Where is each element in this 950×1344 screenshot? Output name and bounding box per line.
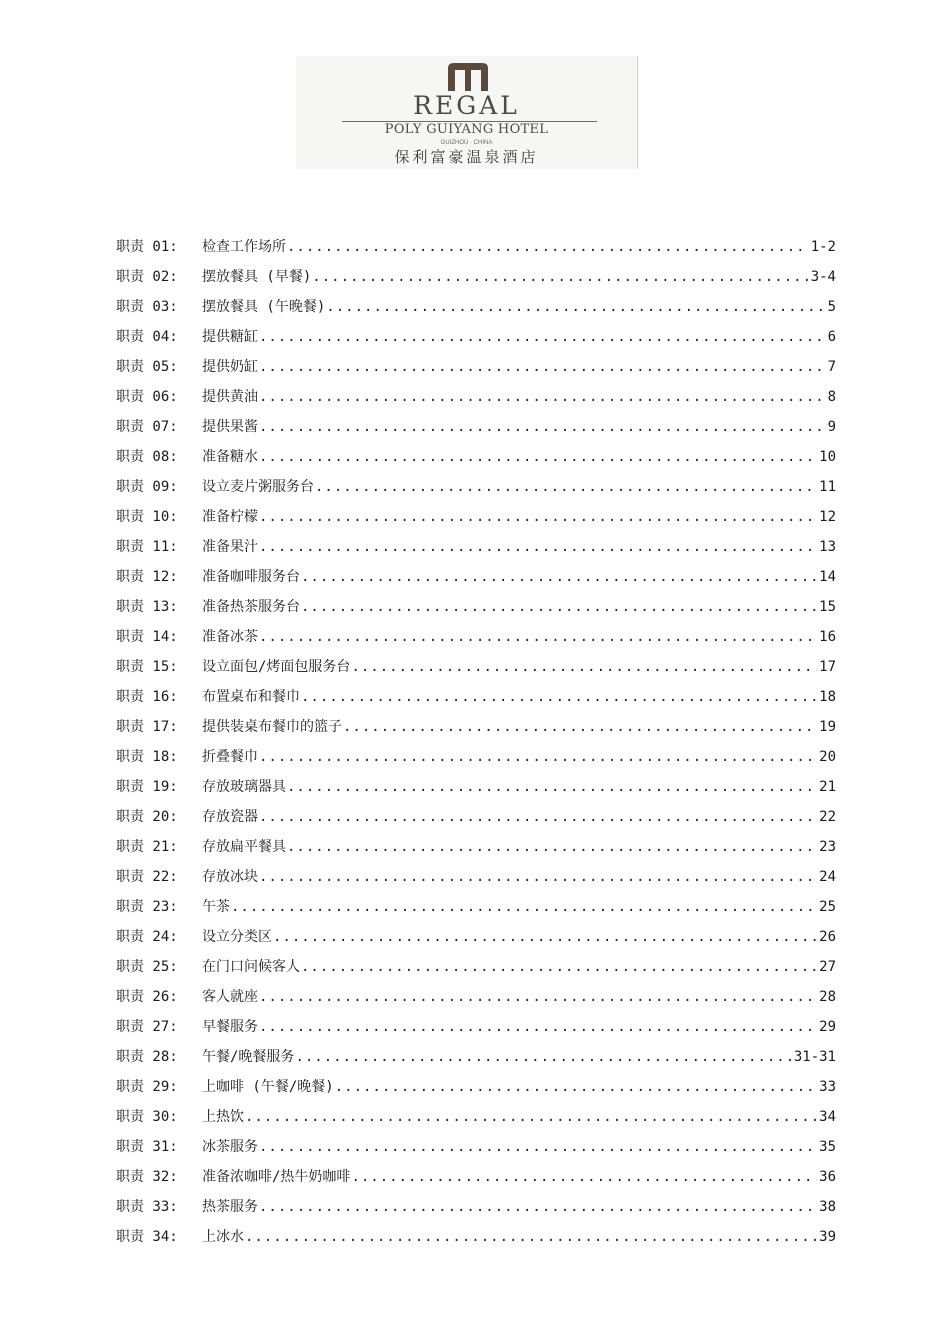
toc-entry[interactable] <box>116 926 836 956</box>
toc-entry-title: 提供糖缸 <box>202 329 258 345</box>
toc-entry-label: 职责 13: <box>116 599 178 615</box>
toc-entry[interactable] <box>116 416 836 446</box>
toc-entry[interactable] <box>116 1046 836 1076</box>
toc-dot-leader <box>259 806 817 828</box>
toc-entry-title: 准备热茶服务台 <box>202 599 300 615</box>
toc-entry[interactable] <box>116 536 836 566</box>
logo-chinese-name: 保利富豪温泉酒店 <box>394 148 539 166</box>
toc-entry[interactable] <box>116 1196 836 1226</box>
toc-dot-leader <box>259 356 826 378</box>
toc-entry-page: 20 <box>819 749 836 765</box>
toc-dot-leader <box>335 1076 817 1098</box>
toc-entry-title: 准备柠檬 <box>202 509 258 525</box>
toc-entry-title: 上咖啡 (午餐/晚餐) <box>202 1079 334 1095</box>
toc-entry-page: 33 <box>819 1079 836 1095</box>
toc-entry-page: 29 <box>819 1019 836 1035</box>
toc-entry-title: 午茶 <box>202 899 230 915</box>
toc-dot-leader <box>259 446 817 468</box>
logo-hotel-name: POLY GUIYANG HOTEL <box>384 122 549 137</box>
toc-entry-title: 准备糖水 <box>202 449 258 465</box>
toc-entry-page: 14 <box>819 569 836 585</box>
toc-entry[interactable] <box>116 596 836 626</box>
toc-dot-leader <box>326 296 825 318</box>
toc-dot-leader <box>301 686 817 708</box>
toc-dot-leader <box>301 566 817 588</box>
toc-entry-page: 22 <box>819 809 836 825</box>
toc-entry[interactable] <box>116 446 836 476</box>
toc-entry-page: 24 <box>819 869 836 885</box>
toc-entry-page: 21 <box>819 779 836 795</box>
toc-entry-label: 职责 33: <box>116 1199 178 1215</box>
toc-entry-label: 职责 09: <box>116 479 178 495</box>
toc-entry-title: 折叠餐巾 <box>202 749 258 765</box>
toc-entry-title: 存放扁平餐具 <box>202 839 286 855</box>
toc-dot-leader <box>245 1226 817 1248</box>
toc-entry-label: 职责 06: <box>116 389 178 405</box>
toc-entry[interactable] <box>116 386 836 416</box>
toc-entry-title: 摆放餐具 (午晚餐) <box>202 299 326 315</box>
toc-dot-leader <box>287 836 817 858</box>
toc-entry-title: 热茶服务 <box>202 1199 258 1215</box>
toc-entry[interactable] <box>116 566 836 596</box>
toc-entry-title: 准备果汁 <box>202 539 258 555</box>
toc-entry-label: 职责 15: <box>116 659 178 675</box>
toc-entry[interactable] <box>116 836 836 866</box>
toc-entry-page: 23 <box>819 839 836 855</box>
toc-dot-leader <box>259 416 826 438</box>
toc-entry-title: 提供黄油 <box>202 389 258 405</box>
toc-entry[interactable] <box>116 1106 836 1136</box>
toc-entry-title: 准备冰茶 <box>202 629 258 645</box>
toc-entry-page: 38 <box>819 1199 836 1215</box>
toc-entry[interactable] <box>116 1166 836 1196</box>
toc-entry-label: 职责 04: <box>116 329 178 345</box>
toc-entry-title: 冰茶服务 <box>202 1139 258 1155</box>
toc-dot-leader <box>259 506 817 528</box>
toc-dot-leader <box>259 1016 817 1038</box>
toc-entry[interactable] <box>116 746 836 776</box>
toc-entry-title: 上热饮 <box>202 1109 244 1125</box>
toc-dot-leader <box>259 866 817 888</box>
hotel-logo <box>296 56 638 169</box>
toc-dot-leader <box>231 896 817 918</box>
toc-entry-label: 职责 16: <box>116 689 178 705</box>
toc-dot-leader <box>301 956 817 978</box>
toc-entry-title: 设立麦片粥服务台 <box>202 479 314 495</box>
toc-entry[interactable] <box>116 356 836 386</box>
toc-entry-page: 17 <box>819 659 836 675</box>
toc-entry-page: 31-31 <box>793 1049 836 1065</box>
toc-entry-page: 39 <box>819 1229 836 1245</box>
toc-entry[interactable] <box>116 1226 836 1256</box>
toc-entry-label: 职责 14: <box>116 629 178 645</box>
toc-entry[interactable] <box>116 956 836 986</box>
toc-entry-page: 10 <box>819 449 836 465</box>
toc-entry-page: 7 <box>827 359 836 375</box>
toc-entry-page: 16 <box>819 629 836 645</box>
toc-entry-label: 职责 07: <box>116 419 178 435</box>
toc-entry[interactable] <box>116 506 836 536</box>
toc-entry-title: 早餐服务 <box>202 1019 258 1035</box>
toc-entry-page: 11 <box>819 479 836 495</box>
toc-entry-title: 准备浓咖啡/热牛奶咖啡 <box>202 1169 351 1185</box>
toc-entry-page: 1-2 <box>810 239 836 255</box>
toc-entry[interactable] <box>116 776 836 806</box>
toc-entry-page: 5 <box>827 299 836 315</box>
toc-entry-page: 27 <box>819 959 836 975</box>
toc-entry-label: 职责 23: <box>116 899 178 915</box>
toc-entry-page: 28 <box>819 989 836 1005</box>
toc-entry-title: 检查工作场所 <box>202 239 286 255</box>
toc-entry[interactable] <box>116 896 836 926</box>
toc-entry-page: 8 <box>827 389 836 405</box>
toc-entry-label: 职责 18: <box>116 749 178 765</box>
toc-dot-leader <box>312 266 808 288</box>
toc-entry-label: 职责 24: <box>116 929 178 945</box>
toc-entry-label: 职责 12: <box>116 569 178 585</box>
toc-entry-label: 职责 21: <box>116 839 178 855</box>
toc-entry-page: 18 <box>819 689 836 705</box>
toc-entry-title: 在门口问候客人 <box>202 959 300 975</box>
toc-entry-label: 职责 02: <box>116 269 178 285</box>
toc-entry-page: 34 <box>819 1109 836 1125</box>
toc-dot-leader <box>259 386 826 408</box>
toc-entry-label: 职责 26: <box>116 989 178 1005</box>
toc-entry[interactable] <box>116 1016 836 1046</box>
toc-entry-title: 提供装桌布餐巾的篮子 <box>202 719 342 735</box>
toc-entry-label: 职责 25: <box>116 959 178 975</box>
toc-entry-page: 13 <box>819 539 836 555</box>
toc-dot-leader <box>259 746 817 768</box>
toc-entry-page: 36 <box>819 1169 836 1185</box>
toc-dot-leader <box>259 626 817 648</box>
toc-dot-leader <box>343 716 817 738</box>
toc-entry-label: 职责 08: <box>116 449 178 465</box>
toc-entry-page: 25 <box>819 899 836 915</box>
toc-entry-page: 12 <box>819 509 836 525</box>
toc-entry-label: 职责 28: <box>116 1049 178 1065</box>
toc-entry[interactable] <box>116 866 836 896</box>
toc-entry-label: 职责 27: <box>116 1019 178 1035</box>
toc-entry-title: 设立分类区 <box>202 929 272 945</box>
toc-entry-label: 职责 30: <box>116 1109 178 1125</box>
toc-entry[interactable] <box>116 1136 836 1166</box>
toc-entry-label: 职责 34: <box>116 1229 178 1245</box>
regal-monogram-icon <box>446 62 490 92</box>
toc-entry[interactable] <box>116 266 836 296</box>
toc-entry[interactable] <box>116 236 836 266</box>
toc-entry-label: 职责 10: <box>116 509 178 525</box>
toc-entry-label: 职责 32: <box>116 1169 178 1185</box>
toc-dot-leader <box>259 536 817 558</box>
toc-entry[interactable] <box>116 1076 836 1106</box>
toc-dot-leader <box>245 1106 817 1128</box>
toc-dot-leader <box>259 326 826 348</box>
logo-brand-text: REGAL <box>413 91 520 120</box>
toc-entry-page: 19 <box>819 719 836 735</box>
toc-entry-page: 9 <box>827 419 836 435</box>
toc-dot-leader <box>259 986 817 1008</box>
toc-entry-title: 存放冰块 <box>202 869 258 885</box>
toc-dot-leader <box>287 236 809 258</box>
toc-entry-title: 客人就座 <box>202 989 258 1005</box>
toc-entry-page: 15 <box>819 599 836 615</box>
toc-entry-title: 存放瓷器 <box>202 809 258 825</box>
toc-dot-leader <box>351 1166 817 1188</box>
toc-entry-label: 职责 01: <box>116 239 178 255</box>
toc-entry-page: 26 <box>819 929 836 945</box>
toc-entry-page: 35 <box>819 1139 836 1155</box>
toc-entry-label: 职责 29: <box>116 1079 178 1095</box>
toc-entry-page: 3-4 <box>810 269 836 285</box>
toc-entry[interactable] <box>116 806 836 836</box>
toc-entry-title: 布置桌布和餐巾 <box>202 689 300 705</box>
toc-entry-label: 职责 20: <box>116 809 178 825</box>
toc-entry-label: 职责 19: <box>116 779 178 795</box>
toc-dot-leader <box>273 926 817 948</box>
toc-entry-label: 职责 05: <box>116 359 178 375</box>
toc-entry-label: 职责 11: <box>116 539 178 555</box>
toc-entry[interactable] <box>116 716 836 746</box>
toc-entry-label: 职责 31: <box>116 1139 178 1155</box>
toc-entry-title: 摆放餐具 (早餐) <box>202 269 312 285</box>
toc-dot-leader <box>301 596 817 618</box>
toc-entry[interactable] <box>116 476 836 506</box>
logo-location: GUIZHOU · CHINA <box>440 140 493 146</box>
toc-entry-label: 职责 22: <box>116 869 178 885</box>
toc-entry-title: 存放玻璃器具 <box>202 779 286 795</box>
toc-entry-title: 午餐/晚餐服务 <box>202 1049 295 1065</box>
toc-entry-page: 6 <box>827 329 836 345</box>
toc-entry[interactable] <box>116 326 836 356</box>
toc-entry-title: 提供奶缸 <box>202 359 258 375</box>
toc-dot-leader <box>295 1046 791 1068</box>
toc-dot-leader <box>315 476 817 498</box>
toc-entry-title: 上冰水 <box>202 1229 244 1245</box>
toc-entry[interactable] <box>116 986 836 1016</box>
table-of-contents <box>116 236 836 1256</box>
toc-entry-title: 提供果酱 <box>202 419 258 435</box>
toc-entry[interactable] <box>116 656 836 686</box>
toc-entry-title: 设立面包/烤面包服务台 <box>202 659 351 675</box>
toc-entry-label: 职责 17: <box>116 719 178 735</box>
toc-dot-leader <box>259 1136 817 1158</box>
toc-entry[interactable] <box>116 296 836 326</box>
toc-dot-leader <box>287 776 817 798</box>
toc-entry[interactable] <box>116 686 836 716</box>
toc-dot-leader <box>259 1196 817 1218</box>
toc-entry[interactable] <box>116 626 836 656</box>
toc-entry-title: 准备咖啡服务台 <box>202 569 300 585</box>
toc-dot-leader <box>351 656 817 678</box>
toc-entry-label: 职责 03: <box>116 299 178 315</box>
